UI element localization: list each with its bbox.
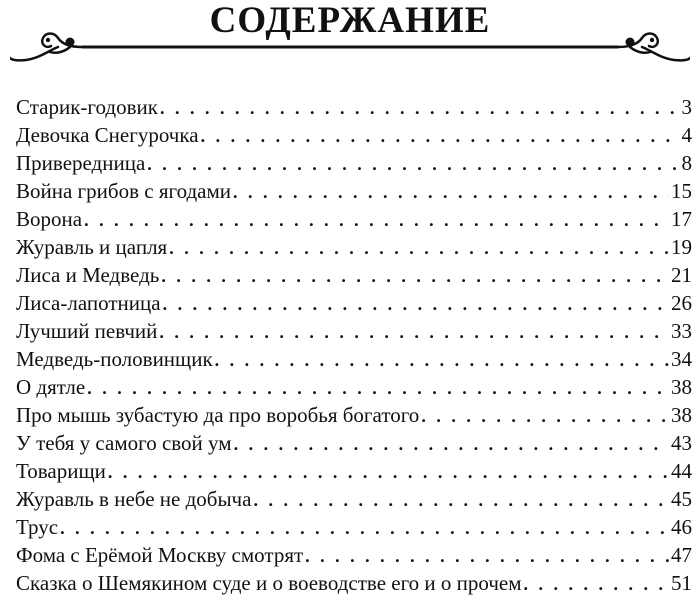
toc-page-number: 21 [671, 263, 692, 287]
toc-entry-title: Товарищи [16, 459, 106, 483]
toc-page-number: 4 [681, 123, 692, 147]
toc-entry-title: Про мышь зубастую да про воробья богатого [16, 403, 420, 427]
toc-entry [16, 485, 692, 513]
toc-entry [16, 541, 692, 569]
dot-leader [147, 150, 679, 177]
toc-entry [16, 261, 692, 289]
toc-entry [16, 373, 692, 401]
toc-entry [16, 429, 692, 457]
toc-entry [16, 233, 692, 261]
toc-entry [16, 513, 692, 541]
toc-entry-title: Девочка Снегурочка [16, 123, 199, 147]
toc-page-number: 8 [681, 151, 692, 175]
toc-entry [16, 317, 692, 345]
toc-entry-title: Лиса-лапотница [16, 291, 161, 315]
toc-entry-title: Лучший певчий [16, 319, 158, 343]
dot-leader [60, 514, 669, 541]
toc-page-number: 26 [671, 291, 692, 315]
toc-entry [16, 121, 692, 149]
toc-entry-title: Ворона [16, 207, 83, 231]
toc-page-number: 33 [671, 319, 692, 343]
toc-page-number: 3 [681, 95, 692, 119]
toc-entry-title: Журавль в небе не добыча [16, 487, 252, 511]
toc-entry-title: Старик-годовик [16, 95, 158, 119]
toc-page-number: 15 [671, 179, 692, 203]
dot-leader [163, 290, 669, 317]
toc-entry-title: О дятле [16, 375, 86, 399]
toc-entry [16, 401, 692, 429]
dot-leader [253, 486, 669, 513]
dot-leader [305, 542, 669, 569]
toc-entry [16, 569, 692, 597]
toc-entry [16, 149, 692, 177]
dot-leader [108, 458, 669, 485]
toc-page-number: 17 [671, 207, 692, 231]
dot-leader [215, 346, 669, 373]
toc-page-number: 45 [671, 487, 692, 511]
toc-entry-title: Лиса и Медведь [16, 263, 160, 287]
toc-entry [16, 205, 692, 233]
toc-entry-title: Сказка о Шемякином суде и о воеводстве его и о прочем [16, 571, 522, 595]
table-of-contents [16, 93, 692, 597]
toc-page-number: 19 [671, 235, 692, 259]
page-title: СОДЕРЖАНИЕ [209, 0, 491, 41]
dot-leader [201, 122, 680, 149]
dot-leader [87, 374, 669, 401]
dot-leader [233, 178, 669, 205]
dot-leader [524, 570, 669, 597]
dot-leader [159, 318, 669, 345]
toc-entry-title: Привередница [16, 151, 146, 175]
toc-entry [16, 93, 692, 121]
dot-leader [234, 430, 669, 457]
toc-entry [16, 457, 692, 485]
toc-page-number: 34 [671, 347, 692, 371]
toc-page-number: 44 [671, 459, 692, 483]
toc-entry [16, 289, 692, 317]
toc-page-number: 51 [671, 571, 692, 595]
toc-page-number: 38 [671, 375, 692, 399]
toc-entry-title: Фома с Ерёмой Москву смотрят [16, 543, 304, 567]
dot-leader [161, 262, 669, 289]
toc-page-number: 47 [671, 543, 692, 567]
toc-entry [16, 177, 692, 205]
toc-entry-title: Война грибов с ягодами [16, 179, 232, 203]
dot-leader [169, 234, 669, 261]
toc-entry-title: Трус [16, 515, 59, 539]
flourish-divider-icon [10, 30, 690, 64]
dot-leader [160, 94, 680, 121]
toc-entry-title: Журавль и цапля [16, 235, 168, 259]
toc-page-number: 43 [671, 431, 692, 455]
dot-leader [84, 206, 669, 233]
toc-page-number: 38 [671, 403, 692, 427]
dot-leader [421, 402, 669, 429]
toc-entry [16, 345, 692, 373]
toc-entry-title: Медведь-половинщик [16, 347, 213, 371]
toc-page-number: 46 [671, 515, 692, 539]
toc-entry-title: У тебя у самого свой ум [16, 431, 232, 455]
